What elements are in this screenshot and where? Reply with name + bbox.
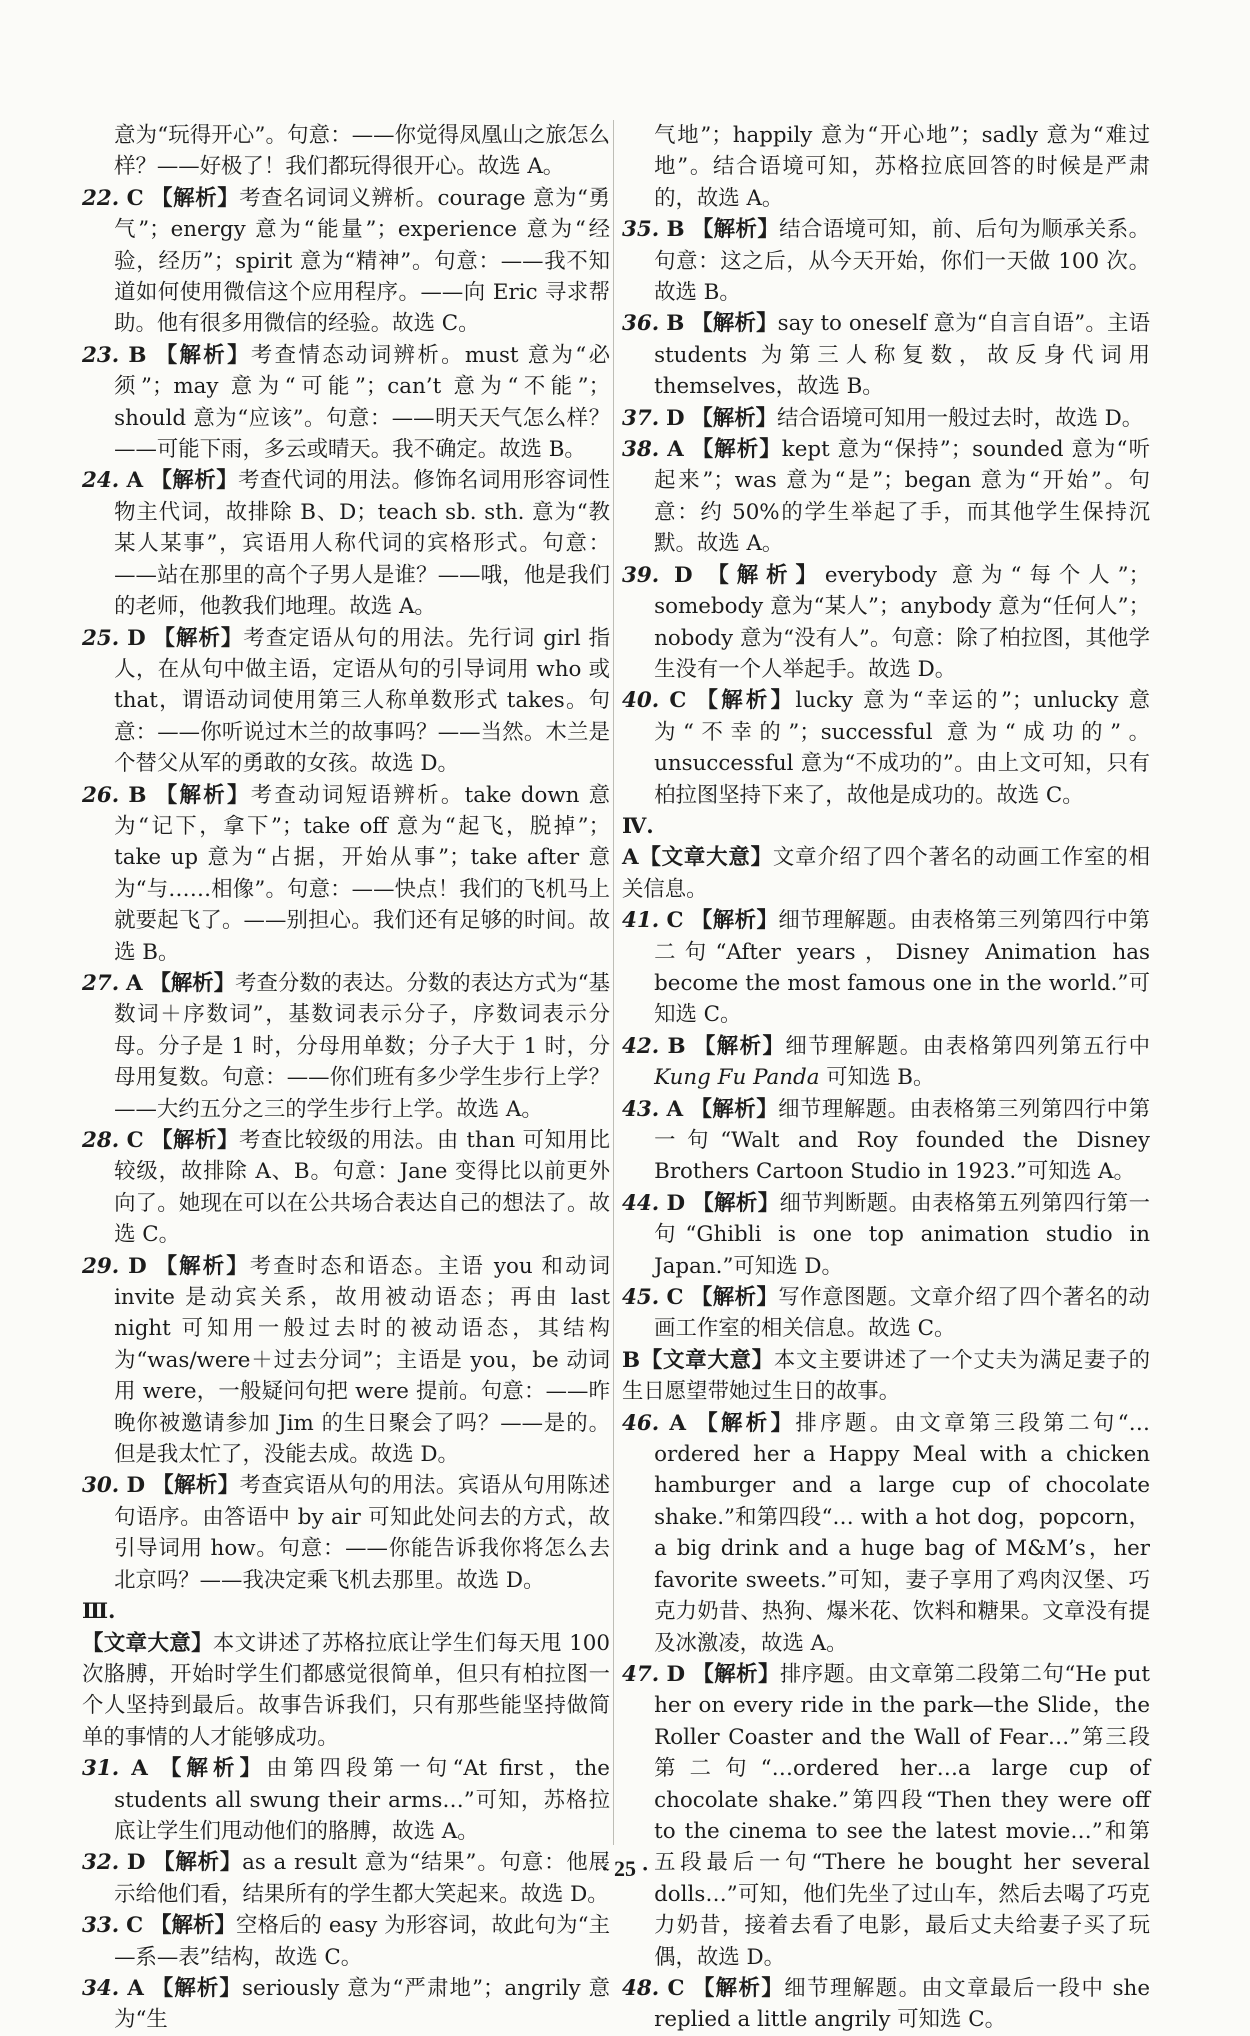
analysis-text: 细节理解题。由文章最后一段中 she replied a little angrily 可知选 C。 <box>654 1975 1150 2033</box>
answer-letter: C <box>126 185 144 211</box>
question-number: 28. <box>82 1128 120 1153</box>
analysis-text: 考查名词词义辨析。courage 意为“勇气”；energy 意为“能量”；experience 意为“经验，经历”；spirit 意为“精神”。句意：——我不知道如何使用微信这个应用程序。——向 Eric 寻求帮助。他有很多用微信的经验。故选 C。 <box>114 185 610 337</box>
continued-text: 意为“玩得开心”。句意：——你觉得凤凰山之旅怎么样？——好极了！我们都玩得很开心。故选 A。 <box>114 123 610 180</box>
passage-label: A <box>622 845 639 871</box>
analysis-text: everybody 意为“每个人”；somebody 意为“某人”；anybody 意为“任何人”；nobody 意为“没有人”。句意：除了柏拉图，其他学生没有一个人举起手。故选 D。 <box>654 562 1150 682</box>
column-divider <box>613 120 614 1845</box>
summary-tag: 【文章大意】 <box>82 1630 213 1656</box>
question-number: 34. <box>82 1975 120 2001</box>
answer-item <box>622 1973 1150 2036</box>
analysis-tag: 【解析】 <box>151 1128 240 1153</box>
question-number: 47. <box>622 1661 660 1687</box>
answer-item <box>82 623 610 780</box>
answer-item <box>622 434 1150 560</box>
question-number: 24. <box>82 468 120 494</box>
analysis-text: 考查情态动词辨析。must 意为“必须”；may 意为“可能”；can’t 意为“不能”；should 意为“应该”。句意：——明天天气怎么样？——可能下雨，多云或晴天。我不确定。故选 B。 <box>114 342 610 463</box>
analysis-text: 细节理解题。由表格第四列第五行中 <box>785 1033 1150 1059</box>
question-number: 43. <box>622 1096 660 1122</box>
analysis-tag: 【解析】 <box>155 782 251 808</box>
left-column <box>82 120 610 2036</box>
right-column <box>622 120 1150 2036</box>
analysis-text: 空格后的 easy 为形容词，故此句为“主—系—表”结构，故选 C。 <box>114 1913 610 1970</box>
question-number: 31. <box>82 1756 120 1782</box>
question-number: 37. <box>622 405 660 431</box>
answer-letter: B <box>128 342 147 368</box>
analysis-tag: 【解析】 <box>690 908 779 934</box>
summary-text: 本文讲述了苏格拉底让学生们每天甩 100 次胳膊，开始时学生们都感觉很简单，但只有柏拉图一个人坚持到最后。故事告诉我们，只有那些能坚持做简单的事情的人才能够成功。 <box>82 1630 610 1750</box>
question-number: 33. <box>82 1913 120 1939</box>
question-number: 27. <box>82 970 120 996</box>
question-number: 36. <box>622 311 660 337</box>
analysis-text: seriously 意为“严肃地”；angrily 意为“生 <box>114 1975 610 2033</box>
analysis-tag: 【解析】 <box>153 625 244 651</box>
summary-text: 文章介绍了四个著名的动画工作室的相关信息。 <box>622 845 1150 902</box>
analysis-tag: 【解析】 <box>690 1285 779 1311</box>
answer-letter: C <box>126 1913 144 1939</box>
answer-letter: A <box>131 1756 148 1782</box>
question-number: 25. <box>82 625 120 651</box>
italic-title: Kung Fu Panda <box>654 1065 820 1091</box>
answer-item <box>82 340 610 466</box>
answer-letter: D <box>127 625 146 651</box>
analysis-text: 结合语境可知，前、后句为顺承关系。句意：这之后，从今天开始，你们一天做 100 次。故选 B。 <box>654 217 1150 306</box>
article-summary <box>82 1628 610 1754</box>
passage-label: B <box>622 1347 641 1373</box>
analysis-text: 细节理解题。由表格第三列第四行中第一句“Walt and Roy founded the Disney Brothers Cartoon Studio in 1923.”可知选 A。 <box>654 1096 1150 1185</box>
analysis-text: 写作意图题。文章介绍了四个著名的动画工作室的相关信息。故选 C。 <box>654 1285 1150 1342</box>
answer-letter: B <box>128 782 147 808</box>
answer-letter: B <box>666 217 685 243</box>
question-number: 30. <box>82 1473 120 1499</box>
answer-item <box>622 560 1150 686</box>
answer-item <box>82 1753 610 1847</box>
analysis-tag: 【解析】 <box>153 1850 243 1876</box>
analysis-text: 考查定语从句的用法。先行词 girl 指人，在从句中做主语，定语从句的引导词用 who 或 that，谓语动词使用第三人称单数形式 takes。句意：——你听说过木兰的故事吗？——当然。木兰是个替父从军的勇敢的女孩。故选 D。 <box>114 625 610 777</box>
question-number: 40. <box>622 688 660 714</box>
analysis-tag: 【解析】 <box>707 562 825 588</box>
answer-item <box>82 1973 610 2036</box>
answer-item <box>622 1282 1150 1345</box>
answer-letter: B <box>667 1033 686 1059</box>
article-summary <box>622 842 1150 905</box>
answer-item <box>622 1031 1150 1094</box>
analysis-text: 考查动词短语辨析。take down 意为“记下，拿下”；take off 意为“起飞，脱掉”；take up 意为“占据，开始从事”；take after 意为“与……相像”。句意：——快点！我们的飞机马上就要起飞了。——别担心。我们还有足够的时间。故选 B。 <box>114 782 610 965</box>
answer-item <box>622 1659 1150 1973</box>
analysis-tag: 【解析】 <box>691 217 780 243</box>
section-heading: Ⅲ. <box>82 1599 116 1625</box>
analysis-text: as a result 意为“结果”。句意：他展示给他们看，结果所有的学生都大笑起来。故选 D。 <box>114 1850 610 1907</box>
answer-letter: A <box>127 1975 144 2001</box>
answer-letter: A <box>667 437 684 463</box>
question-number: 35. <box>622 217 660 243</box>
answer-letter: C <box>126 1128 144 1153</box>
question-number: 26. <box>82 782 120 808</box>
question-number: 29. <box>82 1253 120 1279</box>
question-number: 23. <box>82 342 120 368</box>
analysis-text: 考查代词的用法。修饰名词用形容词性物主代词，故排除 B、D；teach sb. sth. 意为“教某人某事”，宾语用人称代词的宾格形式。句意：——站在那里的高个子男人是谁？——哦，他是我们的老师，他教我们地理。故选 A。 <box>114 468 610 620</box>
analysis-text: 考查分数的表达。分数的表达方式为“基数词＋序数词”，基数词表示分子，序数词表示分母。分子是 1 时，分母用单数；分子大于 1 时，分母用复数。句意：——你们班有多少学生步行上学？——大约五分之三的学生步行上学。故选 A。 <box>114 970 610 1122</box>
analysis-tag: 【解析】 <box>159 1756 267 1782</box>
analysis-text-after: 可知选 B。 <box>819 1065 935 1091</box>
analysis-tag: 【解析】 <box>696 1410 796 1436</box>
answer-item <box>82 1251 610 1471</box>
summary-tag: 【文章大意】 <box>638 845 773 871</box>
question-number: 48. <box>622 1975 660 2001</box>
answer-letter: A <box>666 1096 684 1122</box>
analysis-text: 由第四段第一句“At first，the students all swung their arms…”可知，苏格拉底让学生们甩动他们的胳膊，故选 A。 <box>114 1756 610 1844</box>
analysis-text: 考查时态和语态。主语 you 和动词 invite 是动宾关系，故用被动语态；再由 last night 可知用一般过去时的被动语态，其结构为“was/were＋过去分词”；主语是 you，be 动词用 were，一般疑问句把 were 提前。句意：——昨晚你被邀请参加 Jim 的生日聚会了吗？——是的。但是我太忙了，没能去成。故选 D。 <box>114 1253 610 1468</box>
analysis-tag: 【解析】 <box>692 1661 780 1687</box>
analysis-text: 结合语境可知用一般过去时，故选 D。 <box>776 405 1144 431</box>
answer-letter: D <box>128 1253 147 1279</box>
question-number: 22. <box>82 185 120 211</box>
analysis-text: 排序题。由文章第三段第二句“…ordered her a Happy Meal with a chicken hamburger and a large cup of chocolate shake.”和第四段“… with a hot dog，popcorn，a big drink and a huge bag of M&M’s，her favorite sweets.”可知，妻子享用了鸡肉汉堡、巧克力奶昔、热狗、爆米花、饮料和糖果。文章没有提及冰激凌，故选 A。 <box>654 1410 1150 1656</box>
summary-text: 本文主要讲述了一个丈夫为满足妻子的生日愿望带她过生日的故事。 <box>622 1347 1150 1405</box>
answer-item <box>622 1188 1150 1282</box>
answer-item <box>622 685 1150 811</box>
answer-item <box>622 214 1150 308</box>
question-number: 42. <box>622 1033 660 1059</box>
analysis-tag: 【解析】 <box>150 1913 237 1939</box>
answer-letter: D <box>126 1473 146 1499</box>
answer-letter: D <box>666 1661 686 1687</box>
analysis-tag: 【解析】 <box>151 185 240 211</box>
article-summary <box>622 1345 1150 1408</box>
answer-letter: C <box>666 908 684 934</box>
analysis-text: kept 意为“保持”；sounded 意为“听起来”；was 意为“是”；began 意为“开始”。句意：约 50%的学生举起了手，而其他学生保持沉默。故选 A。 <box>654 437 1150 557</box>
answer-letter: C <box>666 1285 684 1311</box>
analysis-tag: 【解析】 <box>692 1975 785 2001</box>
answer-letter: B <box>666 311 685 337</box>
answer-item <box>622 1408 1150 1659</box>
answer-letter: C <box>669 688 687 714</box>
question-number: 44. <box>622 1190 660 1216</box>
analysis-tag: 【解析】 <box>696 688 796 714</box>
answer-letter: D <box>674 562 693 588</box>
analysis-tag: 【解析】 <box>151 1975 242 2001</box>
answer-letter: A <box>669 1410 687 1436</box>
answer-letter: A <box>126 468 144 494</box>
answer-letter: D <box>666 405 685 431</box>
answer-item <box>622 905 1150 1031</box>
continued-text: 气地”；happily 意为“开心地”；sadly 意为“难过地”。结合语境可知，苏格拉底回答的时候是严肃的，故选 A。 <box>654 123 1150 211</box>
analysis-tag: 【解析】 <box>692 1190 780 1216</box>
answer-letter: D <box>666 1190 686 1216</box>
analysis-text: 排序题。由文章第二段第二句“He put her on every ride in the park—the Slide，the Roller Coaster and the Wall of Fear…”第三段第二句“…ordered her…a large cup of chocolate shake.”第四段“Then they were off to the cinema to see the latest movie…”和第五段最后一句“There he bought her several dolls…”可知，他们先坐了过山车，然后去喝了巧克力奶昔，接着去看了电影，最后丈夫给妻子买了玩偶，故选 D。 <box>654 1661 1150 1970</box>
answer-item <box>82 1910 610 1973</box>
analysis-text: 细节判断题。由表格第五列第四行第一句“Ghibli is one top animation studio in Japan.”可知选 D。 <box>654 1190 1150 1279</box>
summary-tag: 【文章大意】 <box>640 1347 774 1373</box>
analysis-tag: 【解析】 <box>155 342 251 368</box>
analysis-text: 考查宾语从句的用法。宾语从句用陈述句语序。由答语中 by air 可知此处问去的方式，故引导词用 how。句意：——你能告诉我你将怎么去北京吗？——我决定乘飞机去那里。故选 D。 <box>114 1473 610 1593</box>
answer-item <box>622 1094 1150 1188</box>
analysis-tag: 【解析】 <box>155 1253 250 1279</box>
analysis-text: lucky 意为“幸运的”；unlucky 意为“不幸的”；successful 意为“成功的”。unsuccessful 意为“不成功的”。由上文可知，只有柏拉图坚持下来了，故他是成功的。故选 C。 <box>654 688 1150 808</box>
analysis-tag: 【解析】 <box>149 970 236 996</box>
answer-letter: A <box>126 970 143 996</box>
analysis-tag: 【解析】 <box>693 1033 786 1059</box>
answer-item <box>82 968 610 1125</box>
analysis-text: say to oneself 意为“自言自语”。主语 students 为第三人称复数，故反身代词用 themselves，故选 B。 <box>654 311 1150 400</box>
analysis-tag: 【解析】 <box>691 437 782 463</box>
answer-letter: D <box>126 1850 146 1876</box>
analysis-tag: 【解析】 <box>691 311 778 337</box>
section-heading: Ⅳ. <box>622 813 654 839</box>
analysis-tag: 【解析】 <box>691 405 777 431</box>
question-number: 32. <box>82 1850 120 1876</box>
analysis-tag: 【解析】 <box>152 1473 240 1499</box>
question-number: 45. <box>622 1285 660 1311</box>
answer-item <box>622 308 1150 402</box>
question-number: 38. <box>622 437 660 463</box>
analysis-tag: 【解析】 <box>150 468 239 494</box>
answer-item <box>82 780 610 968</box>
analysis-text: 细节理解题。由表格第三列第四行中第二句“After years，Disney Animation has become the most famous one in the world.”可知选 C。 <box>654 908 1150 1028</box>
question-number: 46. <box>622 1410 660 1436</box>
analysis-tag: 【解析】 <box>690 1096 779 1122</box>
question-number: 39. <box>622 562 660 588</box>
answer-item <box>82 465 610 622</box>
answer-item <box>82 1470 610 1596</box>
answer-item <box>82 183 610 340</box>
answer-item <box>82 1125 610 1251</box>
answer-letter: C <box>667 1975 685 2001</box>
analysis-text: 考查比较级的用法。由 than 可知用比较级，故排除 A、B。句意：Jane 变得比以前更外向了。她现在可以在公共场合表达自己的想法了。故选 C。 <box>114 1128 610 1248</box>
page-number: · 25 · <box>601 1856 649 1881</box>
answer-item <box>622 403 1150 434</box>
question-number: 41. <box>622 908 660 934</box>
